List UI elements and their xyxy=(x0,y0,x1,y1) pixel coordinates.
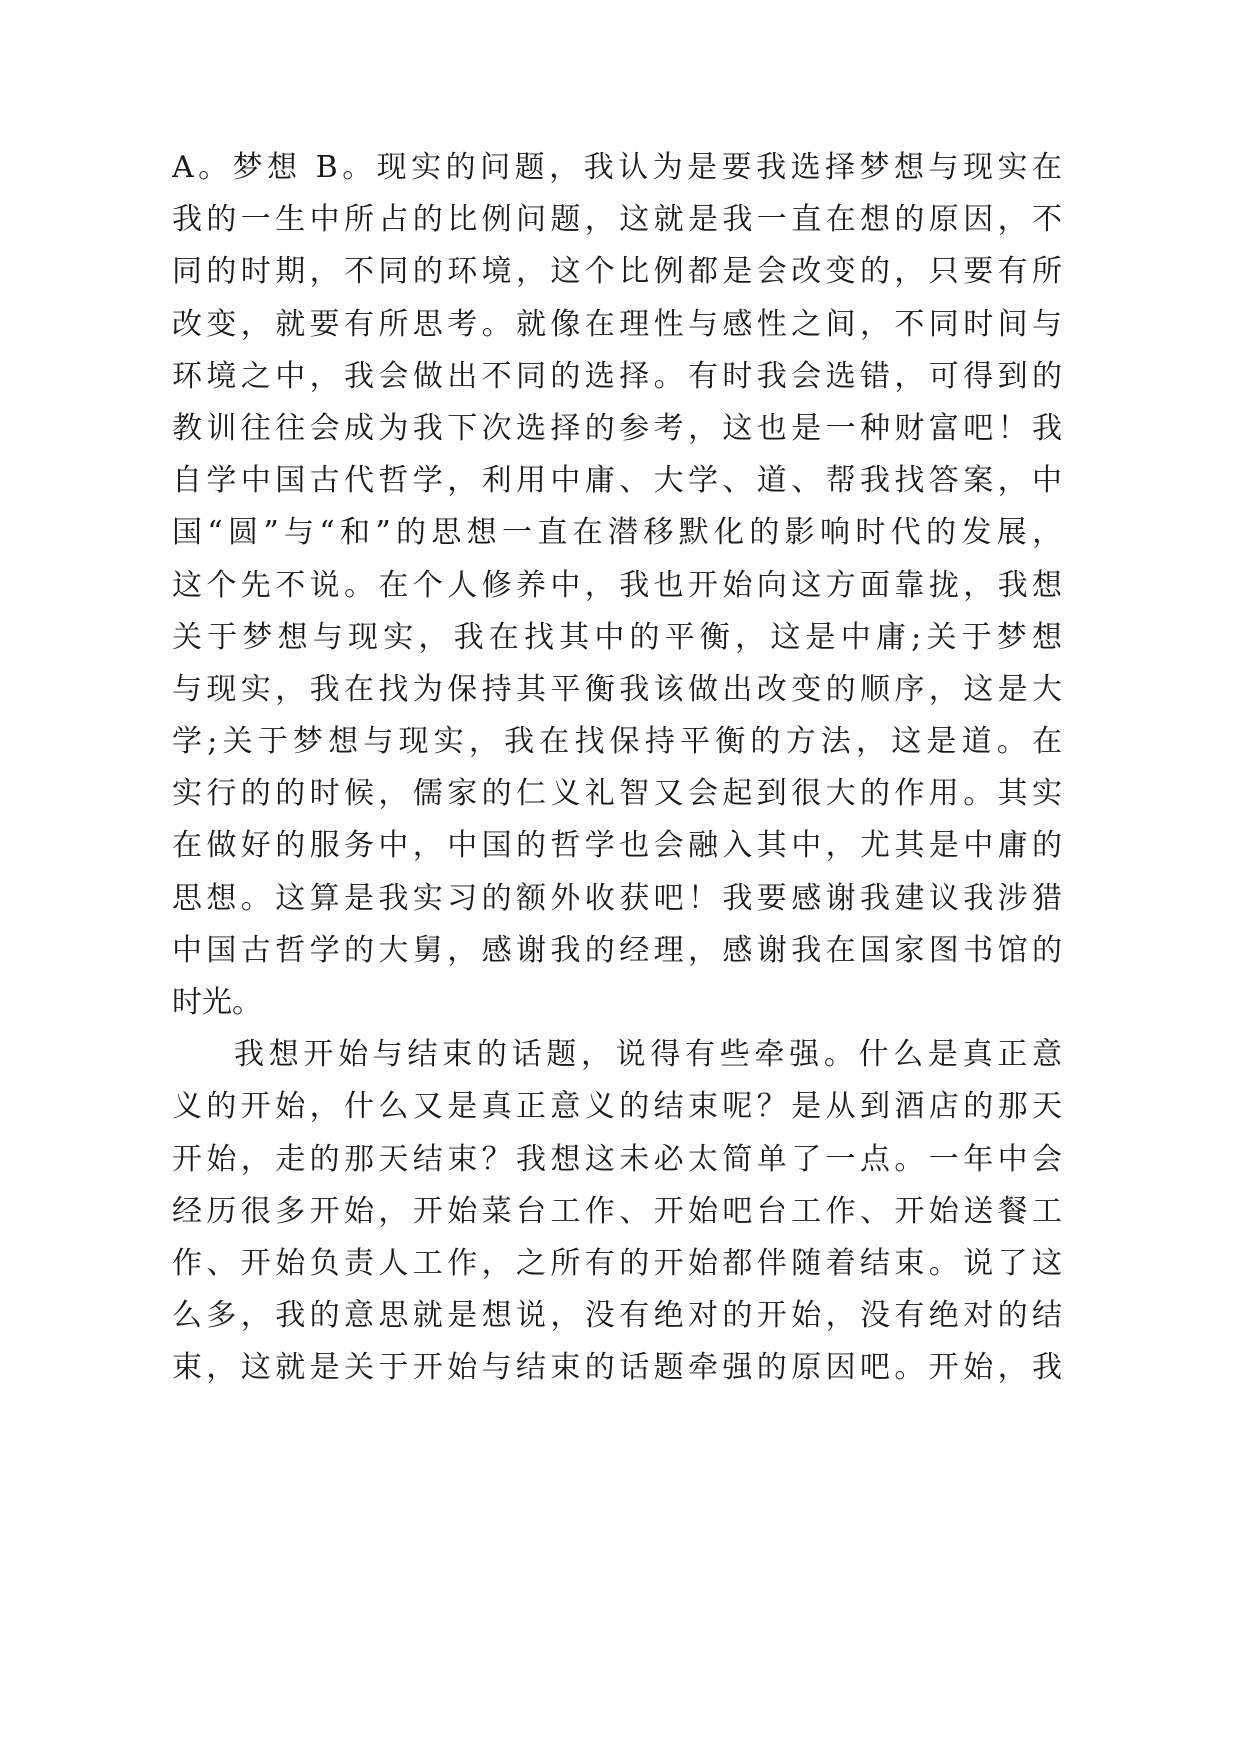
text-line: 国“圆”与“和”的思想一直在潜移默化的影响时代的发展， xyxy=(172,515,1062,551)
text-line: 环境之中，我会做出不同的选择。有时我会选错，可得到的 xyxy=(172,358,1062,394)
text-line: 经历很多开始，开始菜台工作、开始吧台工作、开始送餐工 xyxy=(172,1193,1062,1229)
paragraph xyxy=(172,1029,1062,1394)
text-line: 作、开始负责人工作，之所有的开始都伴随着结束。说了这 xyxy=(172,1245,1062,1281)
text-line: 束，这就是关于开始与结束的话题牵强的原因吧。开始，我 xyxy=(172,1350,1062,1386)
text-line: 中国古哲学的大舅，感谢我的经理，感谢我在国家图书馆的 xyxy=(172,932,1062,968)
text-line: 这个先不说。在个人修养中，我也开始向这方面靠拢，我想 xyxy=(172,567,1062,603)
text-line: 改变，就要有所思考。就像在理性与感性之间，不同时间与 xyxy=(172,306,1062,342)
text-line: 我的一生中所占的比例问题，这就是我一直在想的原因，不 xyxy=(172,202,1062,238)
body-text xyxy=(172,142,1062,1395)
text-line: 我想开始与结束的话题，说得有些牵强。什么是真正意 xyxy=(234,1037,1062,1073)
text-line: 同的时期，不同的环境，这个比例都是会改变的，只要有所 xyxy=(172,254,1062,290)
text-line: 实行的的时候，儒家的仁义礼智又会起到很大的作用。其实 xyxy=(172,776,1062,812)
text-line: 开始，走的那天结束？我想这未必太简单了一点。一年中会 xyxy=(172,1141,1062,1177)
text-line: 在做好的服务中，中国的哲学也会融入其中，尤其是中庸的 xyxy=(172,828,1062,864)
text-line: 么多，我的意思就是想说，没有绝对的开始，没有绝对的结 xyxy=(172,1298,1062,1334)
text-line: 自学中国古代哲学，利用中庸、大学、道、帮我找答案，中 xyxy=(172,463,1062,499)
text-line: 时光。 xyxy=(172,985,262,1020)
text-line: 学;关于梦想与现实，我在找保持平衡的方法，这是道。在 xyxy=(172,724,1062,760)
text-line: 教训往往会成为我下次选择的参考，这也是一种财富吧！我 xyxy=(172,410,1062,446)
text-line: 义的开始，什么又是真正意义的结束呢？是从到酒店的那天 xyxy=(172,1089,1062,1125)
text-line: 关于梦想与现实，我在找其中的平衡，这是中庸;关于梦想 xyxy=(172,619,1062,655)
text-line: A。梦想 B。现实的问题，我认为是要我选择梦想与现实在 xyxy=(172,150,1062,185)
text-line: 与现实，我在找为保持其平衡我该做出改变的顺序，这是大 xyxy=(172,671,1062,707)
paragraph xyxy=(172,142,1062,1029)
text-line: 思想。这算是我实习的额外收获吧！我要感谢我建议我涉猎 xyxy=(172,880,1062,916)
